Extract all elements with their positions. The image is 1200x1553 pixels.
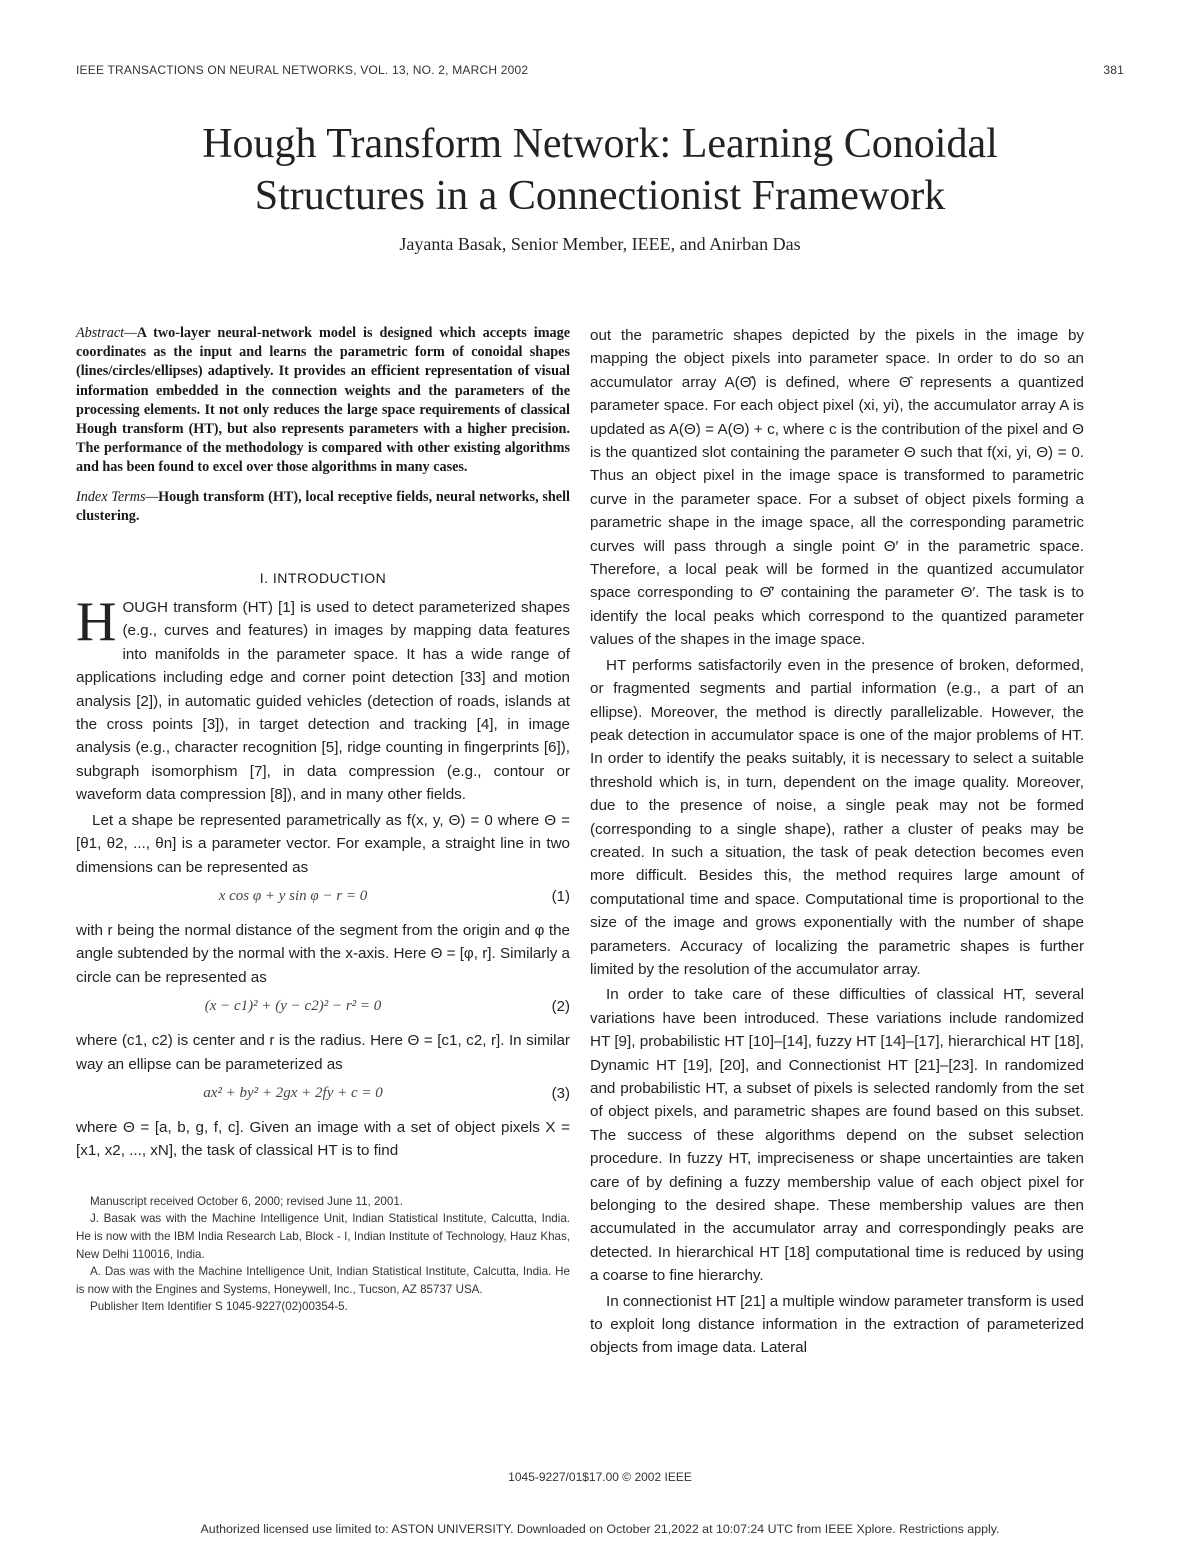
page-number: 381 <box>1103 63 1124 77</box>
title-line-1: Hough Transform Network: Learning Conoidal <box>202 121 998 167</box>
paper-title <box>60 118 1140 222</box>
intro-paragraph-3: with r being the normal distance of the segment from the origin and φ the angle subtended by the normal with the x-axis. Here Θ = [φ, r]. Similarly a circle can be represented as <box>76 921 570 986</box>
equation-3-number: (3) <box>551 1084 570 1102</box>
equation-2 <box>76 995 570 1023</box>
equation-1-number: (1) <box>551 887 570 905</box>
equation-3 <box>76 1082 570 1110</box>
running-head <box>76 63 1124 81</box>
right-paragraph-1: out the parametric shapes depicted by the pixels in the image by mapping the object pixels into parameter space. In order to do so an accumulator array A(Θ̂) is defined, where Θ̂ represents a quantized parameter space. For each object pixel (xi, yi), the accumulator array A is updated as A(Θ) = A(Θ) + c, where c is the contribution of the pixel and Θ is the quantized slot containing the parameter Θ such that f(xi, yi, Θ) = 0. Thus an object pixel in the image space is transformed to parametric curve in the parameter space. For a subset of object pixels forming a parametric shape in the image space, all the corresponding parametric curves will pass through a single point Θ′ in the parametric space. Therefore, a local peak will be formed in the quantized accumulator space corresponding to Θ̂′ containing the parameter Θ′. The task is to identify the local peaks which correspond to the quantized parameter values of the shapes in the image space. <box>590 327 1084 649</box>
equation-1 <box>76 885 570 913</box>
intro-paragraph-4: where (c1, c2) is center and r is the radius. Here Θ = [c1, c2, r]. In similar way an ellipse can be parameterized as <box>76 1032 570 1073</box>
right-paragraph-2: HT performs satisfactorily even in the presence of broken, deformed, or fragmented segments and partial information (e.g., a part of an ellipse). Moreover, the method is directly parallelizable. However, the peak detection in accumulator space is one of the major problems of HT. In order to identify the peaks suitably, it is necessary to select a suitable threshold which is, in turn, dependent on the image quality. Moreover, due to the presence of noise, a single peak may not be formed (corresponding to a single shape), rather a cluster of peaks may be created. In such a situation, the task of peak detection becomes even more difficult. Besides this, the method requires large amount of computational time and space. Computational time is proportional to the size of the image and grows exponentially with the number of shape parameters. Accuracy of localizing the parametric shapes is further limited by the resolution of the accumulator array. <box>590 656 1084 978</box>
section-heading: I. INTRODUCTION <box>259 570 387 587</box>
copyright-code: 1045-9227/01$17.00 © 2002 IEEE <box>508 1470 692 1484</box>
index-terms-text: Hough transform (HT), local receptive fields, neural networks, shell clustering. <box>76 488 570 524</box>
intro-paragraph-1 <box>76 591 570 807</box>
right-paragraph-3: In order to take care of these difficulties of classical HT, several variations have been introduced. These variations include randomized HT [9], probabilistic HT [10]–[14], fuzzy HT [14]–[17], hierarchical HT [18], Dynamic HT [19], [20], and Connectionist HT [21]–[23]. In randomized and probabilistic HT, a subset of pixels is selected randomly from the set of object pixels, and parametric shapes are found based on this subset. The success of these algorithms depend on the subset selection procedure. In fuzzy HT, impreciseness or shape uncertainties are taken care of by defining a fuzzy membership value of each object pixel for belonging to the desired shape. These membership values are then accumulated in the accumulator array and correspondingly peaks are detected. In hierarchical HT [18] computational time is reduced by using a coarse to fine hierarchy. <box>590 986 1084 1285</box>
equation-2-expression: (x − c1)² + (y − c2)² − r² = 0 <box>204 998 382 1015</box>
equation-1-expression: x cos φ + y sin φ − r = 0 <box>218 887 368 904</box>
left-column <box>76 324 570 1316</box>
index-terms-label: Index Terms— <box>76 488 159 505</box>
abstract <box>76 324 570 478</box>
right-paragraph-4: In connectionist HT [21] a multiple window parameter transform is used to exploit long distance information in the extraction of parameterized objects from image data. Lateral <box>590 1292 1084 1357</box>
footnote-manuscript: Manuscript received October 6, 2000; revised June 11, 2001. <box>90 1194 403 1208</box>
intro-paragraph-2: Let a shape be represented parametrically as f(x, y, Θ) = 0 where Θ = [θ1, θ2, ..., θn] is a parameter vector. For example, a straight line in two dimensions can be represented as <box>76 811 570 876</box>
footnotes <box>76 1193 570 1316</box>
equation-3-expression: ax² + by² + 2gx + 2fy + c = 0 <box>203 1084 383 1101</box>
abstract-label: Abstract— <box>76 325 137 341</box>
drop-cap: H <box>76 591 117 654</box>
index-terms <box>76 488 570 526</box>
journal-name: IEEE TRANSACTIONS ON NEURAL NETWORKS, VOL. 13, NO. 2, MARCH 2002 <box>76 63 529 77</box>
license-notice: Authorized licensed use limited to: ASTON UNIVERSITY. Downloaded on October 21,2022 at 10:07:24 UTC from IEEE Xplore. Restrictions apply. <box>200 1522 1000 1536</box>
footnote-das: A. Das was with the Machine Intelligence Unit, Indian Statistical Institute, Calcutta, India. He is now with the Engines and Systems, Honeywell, Inc., Tucson, AZ 85737 USA. <box>76 1265 570 1296</box>
footnote-publisher-id: Publisher Item Identifier S 1045-9227(02)00354-5. <box>90 1300 348 1314</box>
intro-paragraph-5: where Θ = [a, b, g, f, c]. Given an image with a set of object pixels X = [x1, x2, ..., xN], the task of classical HT is to find <box>76 1118 570 1160</box>
abstract-text: A two-layer neural-network model is designed which accepts image coordinates as the input and learns the parametric form of conoidal shapes (lines/circles/ellipses) adaptively. It provides an efficient representation of visual information embedded in the connection weights and the parameters of the processing elements. It not only reduces the large space requirements of classical Hough transform (HT), but also represents parameters with a higher precision. The performance of the methodology is compared with other existing algorithms and has been found to excel over those algorithms in many cases. <box>76 325 570 476</box>
author-line: Jayanta Basak, Senior Member, IEEE, and Anirban Das <box>399 234 801 254</box>
right-column <box>590 324 1084 1360</box>
equation-2-number: (2) <box>551 998 570 1016</box>
footnote-basak: J. Basak was with the Machine Intelligence Unit, Indian Statistical Institute, Calcutta, India. He is now with the IBM India Research Lab, Block - I, Indian Institute of Technology, Hauz Khas, New Delhi 110016, India. <box>76 1212 570 1261</box>
title-line-2: Structures in a Connectionist Framework <box>254 173 946 219</box>
intro-paragraph-1-text: OUGH transform (HT) [1] is used to detect parameterized shapes (e.g., curves and features) in images by mapping data features into manifolds in the parameter space. It has a wide range of applications including edge and corner point detection [33] and motion analysis [2]), in automatic guided vehicles (detection of roads, islands at the cross points [3]), in target detection and tracking [4], in image analysis (e.g., character recognition [5], ridge counting in fingerprints [6]), subgraph isomorphism [7], in data compression (e.g., contour or waveform data compression [8]), and in many other fields. <box>76 599 570 804</box>
